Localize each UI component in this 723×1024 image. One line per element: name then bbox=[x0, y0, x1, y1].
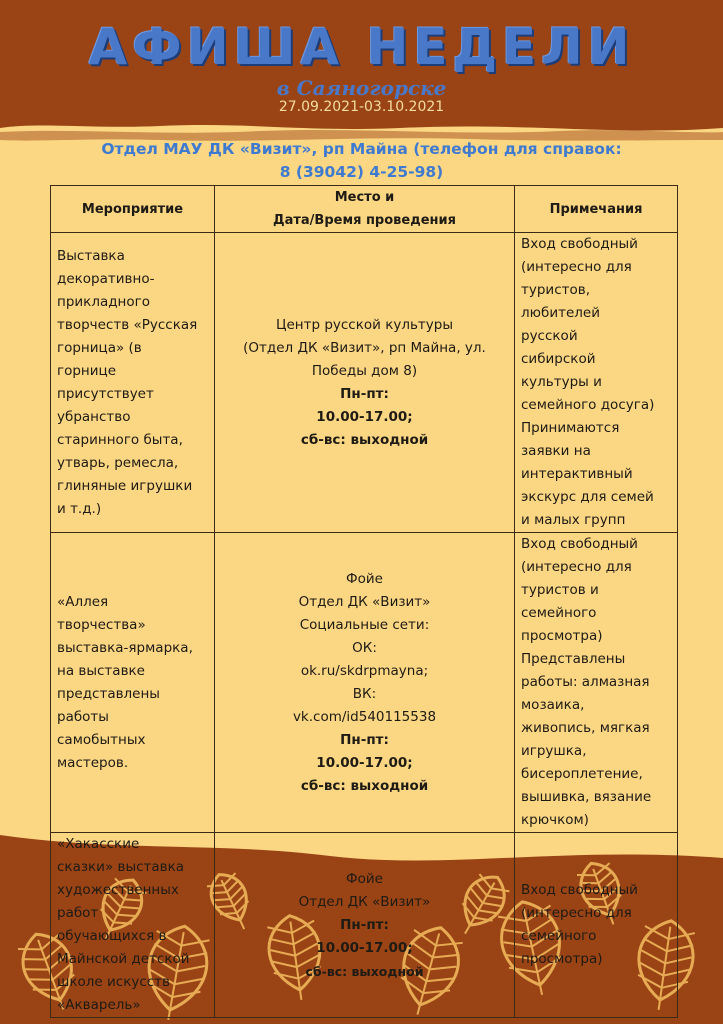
notes-text-line: культуры и bbox=[521, 374, 602, 390]
notes-text-line: бисероплетение, bbox=[521, 766, 643, 782]
event-text-line: самобытных bbox=[57, 731, 146, 748]
notes-text-line: (интересно для bbox=[521, 559, 632, 575]
header-place-line-2: Дата/Время проведения bbox=[273, 213, 456, 228]
notes-cell bbox=[515, 233, 678, 533]
place-cell bbox=[215, 533, 515, 833]
notes-text-line: (интересно для bbox=[521, 905, 632, 921]
notes-text-line: экскурс для семей bbox=[521, 489, 654, 505]
header-place bbox=[215, 186, 515, 233]
place-text-line: (Отдел ДК «Визит», рп Майна, ул. bbox=[243, 339, 486, 356]
place-text-line: Фойе bbox=[346, 570, 383, 587]
event-text-line: сказки» выставка bbox=[57, 859, 185, 875]
notes-text-line: семейного bbox=[521, 605, 597, 621]
poster-subtitle: в Саяногорске bbox=[276, 76, 447, 100]
notes-text-line: туристов, bbox=[521, 282, 590, 298]
event-text-line: представлены bbox=[57, 685, 160, 702]
place-text-line: Социальные сети: bbox=[299, 616, 430, 633]
organization-info bbox=[60, 138, 663, 184]
event-text-line: утварь, ремесла, bbox=[57, 454, 179, 471]
place-text-line: Победы дом 8) bbox=[311, 362, 418, 379]
event-cell bbox=[51, 833, 215, 1018]
table-row bbox=[51, 233, 678, 533]
schedule-days: Пн-пт: bbox=[340, 385, 389, 402]
place-text-line: ВК: bbox=[352, 685, 377, 702]
event-text-line: прикладного bbox=[57, 293, 150, 310]
schedule-hours: 10.00-17.00; bbox=[316, 754, 413, 771]
notes-text-line: интерактивный bbox=[521, 466, 633, 482]
event-text-line: «Аллея bbox=[57, 593, 109, 610]
place-text-line: Фойе bbox=[346, 870, 383, 887]
notes-text-line: Вход свободный bbox=[521, 536, 638, 552]
notes-cell bbox=[515, 833, 678, 1018]
table-header-row bbox=[51, 186, 678, 233]
event-text-line: убранство bbox=[57, 408, 131, 425]
notes-cell bbox=[515, 533, 678, 833]
events-table bbox=[50, 185, 678, 1018]
date-range: 27.09.2021-03.10.2021 bbox=[278, 99, 445, 115]
notes-text-line: Вход свободный bbox=[521, 882, 638, 898]
place-cell bbox=[215, 233, 515, 533]
notes-text-line: семейного bbox=[521, 928, 597, 944]
notes-text-line: живопись, мягкая bbox=[521, 720, 650, 736]
schedule-weekend: сб-вс: выходной bbox=[305, 963, 424, 979]
schedule-days: Пн-пт: bbox=[340, 731, 389, 748]
notes-text-line: игрушка, bbox=[521, 743, 587, 759]
event-cell bbox=[51, 233, 215, 533]
place-text-line: ОК: bbox=[352, 639, 377, 656]
notes-text-line: просмотра) bbox=[521, 951, 603, 967]
notes-text-line: крючком) bbox=[521, 812, 589, 828]
event-text-line: присутствует bbox=[57, 385, 154, 402]
event-text-line: мастеров. bbox=[57, 754, 129, 771]
event-text-line: декоративно- bbox=[57, 270, 155, 287]
place-text-line: vk.com/id540115538 bbox=[292, 708, 437, 725]
place-cell bbox=[215, 833, 515, 1018]
event-text-line: творчества» bbox=[57, 616, 146, 633]
notes-text-line: семейного досуга) bbox=[521, 397, 655, 413]
notes-text-line: и малых групп bbox=[521, 512, 626, 528]
event-text-line: глиняные игрушки bbox=[57, 477, 193, 494]
event-text-line: «Акварель» bbox=[57, 997, 141, 1013]
event-text-line: и т.д.) bbox=[57, 500, 102, 517]
event-text-line: работы bbox=[57, 708, 109, 725]
notes-text-line: туристов и bbox=[521, 582, 599, 598]
table-row bbox=[51, 833, 678, 1018]
poster-title: АФИША НЕДЕЛИ bbox=[88, 18, 635, 76]
event-text-line: горница» (в bbox=[57, 339, 142, 356]
event-text-line: художественных bbox=[57, 882, 179, 898]
event-text-line: школе искусств bbox=[57, 974, 170, 990]
schedule-hours: 10.00-17.00; bbox=[316, 408, 413, 425]
place-text-line: Отдел ДК «Визит» bbox=[298, 593, 431, 610]
event-text-line: творчеств «Русская bbox=[57, 316, 198, 333]
table-row bbox=[51, 533, 678, 833]
schedule-weekend: сб-вс: выходной bbox=[300, 431, 429, 448]
notes-text-line: вышивка, вязание bbox=[521, 789, 652, 805]
schedule-hours: 10.00-17.00; bbox=[316, 939, 413, 956]
event-text-line: выставка-ярмарка, bbox=[57, 639, 193, 656]
notes-text-line: (интересно для bbox=[521, 259, 632, 275]
notes-text-line: просмотра) bbox=[521, 628, 603, 644]
event-text-line: на выставке bbox=[57, 662, 145, 679]
header-place-line-1: Место и bbox=[334, 190, 395, 205]
event-text-line: «Хакасские bbox=[57, 836, 140, 852]
notes-text-line: мозаика, bbox=[521, 697, 585, 713]
notes-text-line: Представлены bbox=[521, 651, 626, 667]
place-text-line: Центр русской культуры bbox=[275, 316, 454, 333]
place-text-line: Отдел ДК «Визит» bbox=[298, 893, 431, 910]
organization-line-1: Отдел МАУ ДК «Визит», рп Майна (телефон для справок: bbox=[101, 140, 622, 158]
place-text-line: ok.ru/skdrpmayna; bbox=[300, 662, 429, 679]
notes-text-line: любителей bbox=[521, 305, 600, 321]
organization-phone: 8 (39042) 4-25-98) bbox=[279, 163, 444, 181]
notes-text-line: Вход свободный bbox=[521, 236, 638, 252]
notes-text-line: Принимаются bbox=[521, 420, 620, 436]
event-text-line: работ bbox=[57, 905, 99, 921]
notes-text-line: сибирской bbox=[521, 351, 596, 367]
schedule-weekend: сб-вс: выходной bbox=[300, 777, 429, 794]
header-event: Мероприятие bbox=[51, 186, 215, 233]
header-notes: Примечания bbox=[515, 186, 678, 233]
schedule-days: Пн-пт: bbox=[340, 916, 389, 933]
notes-text-line: работы: алмазная bbox=[521, 674, 650, 690]
notes-text-line: русской bbox=[521, 328, 578, 344]
event-text-line: Выставка bbox=[57, 247, 125, 264]
notes-text-line: заявки на bbox=[521, 443, 591, 459]
event-cell bbox=[51, 533, 215, 833]
event-text-line: старинного быта, bbox=[57, 431, 183, 448]
event-text-line: Майнской детской bbox=[57, 951, 190, 967]
event-text-line: обучающихся в bbox=[57, 928, 167, 944]
event-text-line: горнице bbox=[57, 362, 117, 379]
